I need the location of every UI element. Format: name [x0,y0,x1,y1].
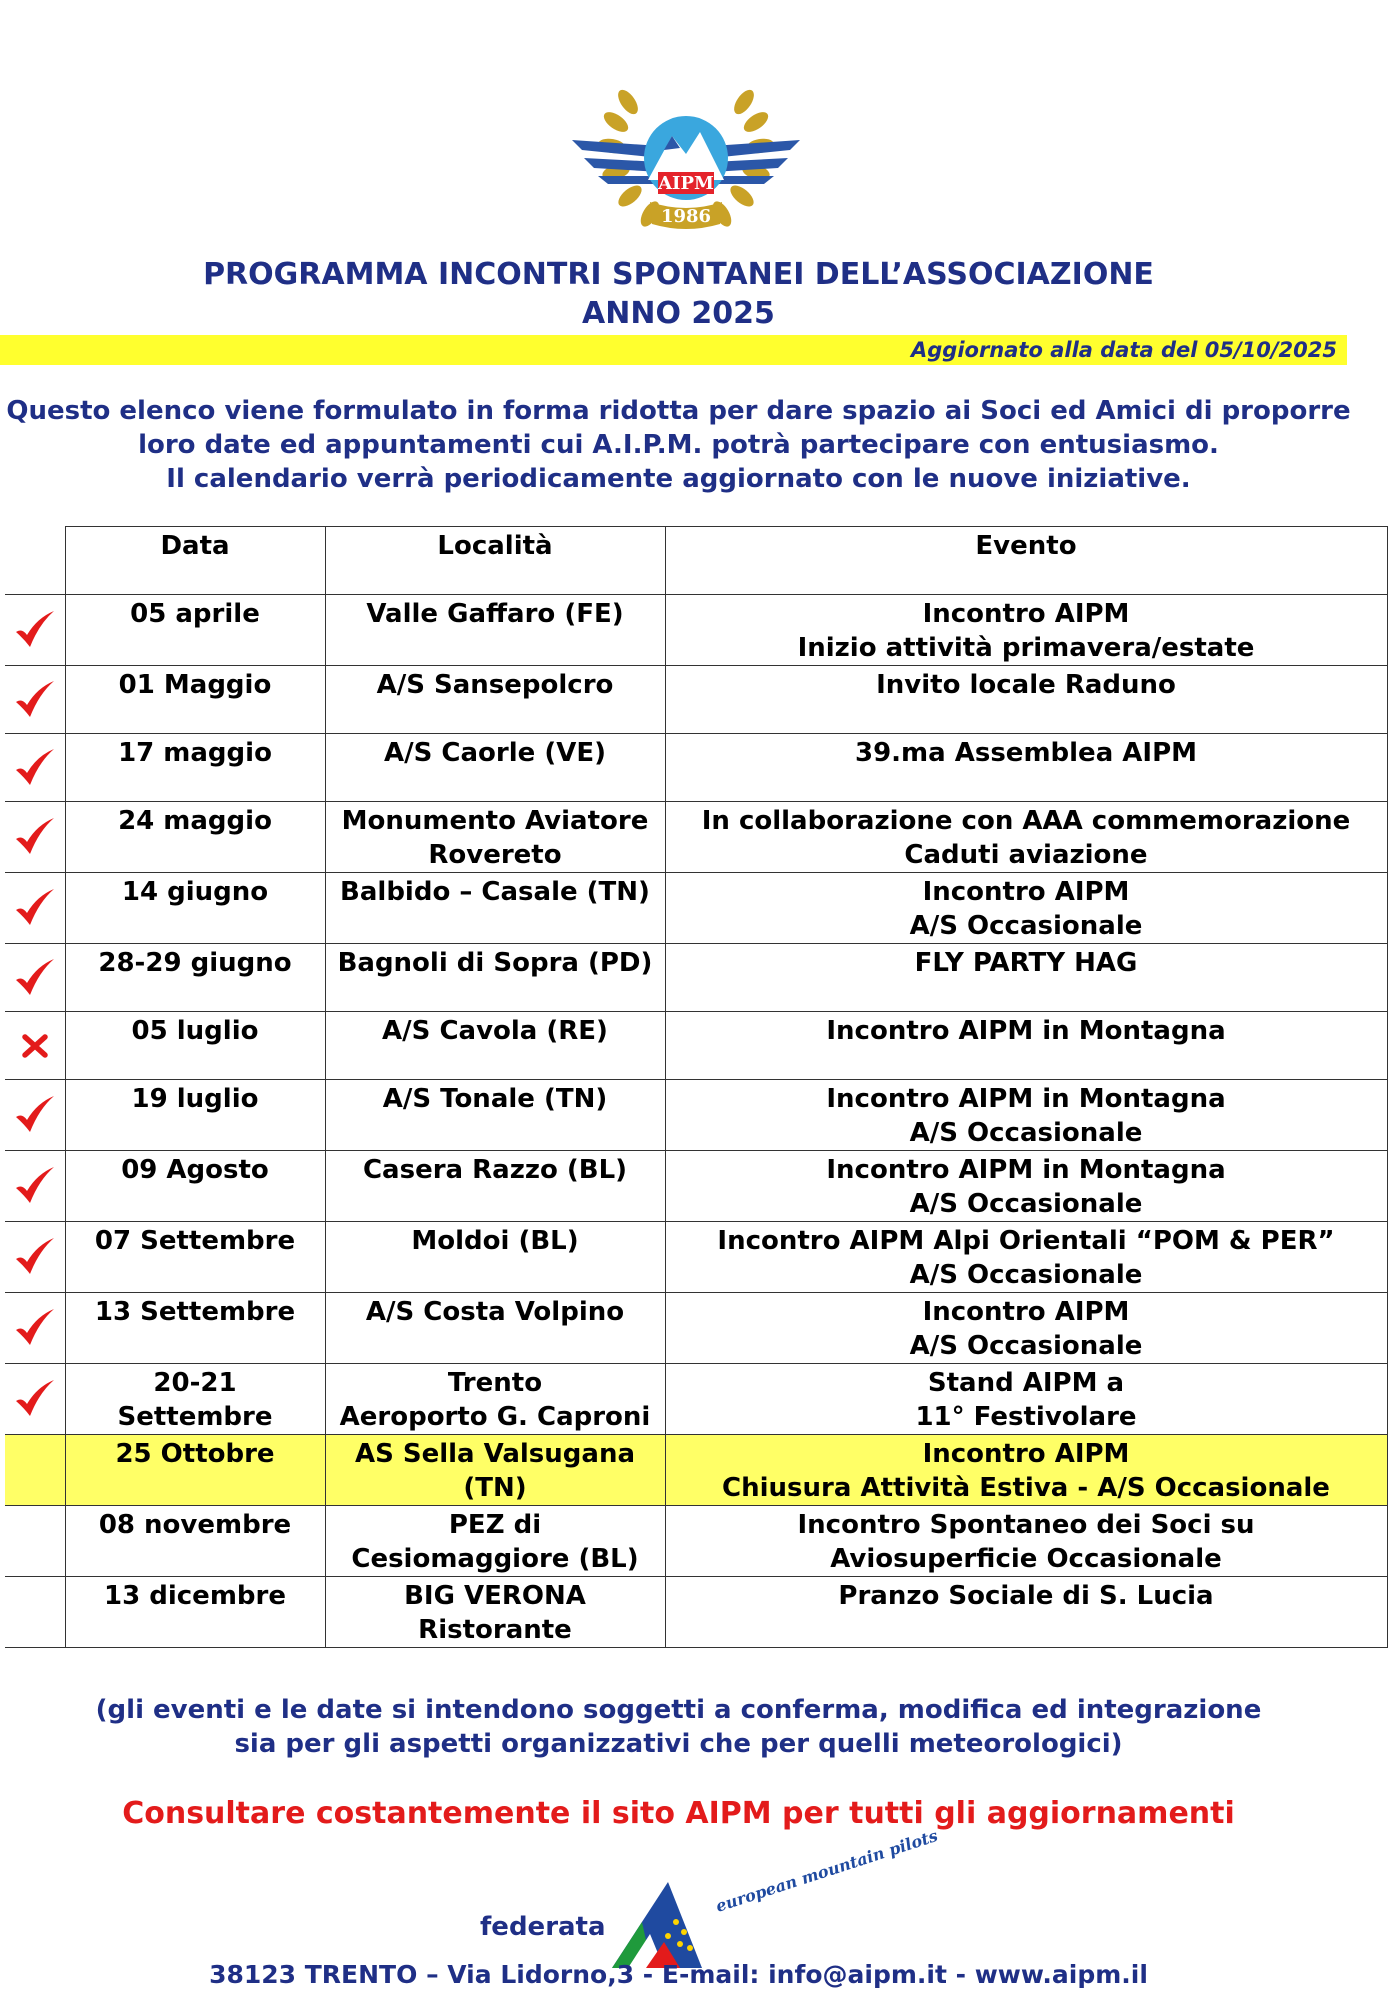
table-row [5,734,1387,802]
event-date [65,1080,325,1151]
svg-text:1986: 1986 [660,206,712,227]
event-date-line: 05 luglio [131,1016,259,1046]
event-description-line: Aviosuperficie Occasionale [830,1544,1222,1574]
event-date-line: 13 Settembre [94,1297,296,1327]
table-row [5,944,1387,1012]
table-row [5,1435,1387,1506]
event-description-line: A/S Occasionale [909,1260,1143,1290]
event-description [665,1293,1387,1364]
table-header-row [5,527,1387,595]
event-date [65,1222,325,1293]
event-description [665,666,1387,734]
event-location [325,1435,665,1506]
event-location-line: A/S Caorle (VE) [384,738,606,768]
event-description-line: Chiusura Attività Estiva - A/S Occasionale [722,1473,1330,1503]
status-empty [5,1506,65,1577]
event-description-line: In collaborazione con AAA commemorazione [701,806,1351,836]
event-date-line: 24 maggio [118,806,272,836]
event-description-line: Incontro AIPM [922,1297,1130,1327]
event-description-line: FLY PARTY HAG [914,948,1138,978]
event-description-line: A/S Occasionale [909,1189,1143,1219]
event-location [325,873,665,944]
event-date-line: 01 Maggio [118,670,272,700]
event-description-line: Stand AIPM a [927,1368,1125,1398]
event-description [665,944,1387,1012]
checkmark-icon [5,734,65,802]
event-description [665,1435,1387,1506]
event-location [325,1222,665,1293]
event-location [325,1577,665,1648]
status-empty [5,1435,65,1506]
status-column-header [5,527,65,595]
event-date-line: 09 Agosto [121,1155,269,1185]
event-date [65,802,325,873]
event-date [65,1506,325,1577]
event-description-line: Caduti aviazione [904,840,1148,870]
cross-icon [5,1012,65,1080]
event-description-line: 11° Festivolare [915,1402,1137,1432]
event-description [665,1222,1387,1293]
event-description [665,1577,1387,1648]
checkmark-icon [5,873,65,944]
event-location-line: A/S Costa Volpino [365,1297,625,1327]
event-description [665,1364,1387,1435]
status-empty [5,1577,65,1648]
checkmark-icon [5,1293,65,1364]
aipm-emblem-icon [568,62,804,240]
events-table-body [5,527,1387,1648]
event-location-line: Ristorante [418,1615,572,1645]
table-row [5,595,1387,666]
event-description-line: Incontro AIPM [922,877,1130,907]
event-description-line: Incontro AIPM in Montagna [826,1155,1226,1185]
event-date-line: 13 dicembre [104,1581,286,1611]
checkmark-icon [5,1080,65,1151]
event-date [65,1151,325,1222]
event-date [65,1293,325,1364]
mountain-pilots-icon [606,1825,941,1976]
event-location [325,1293,665,1364]
event-location-line: BIG VERONA [404,1581,586,1611]
event-location-line: PEZ di [448,1510,542,1540]
event-location [325,944,665,1012]
checkmark-icon [5,666,65,734]
event-description-line: Incontro AIPM in Montagna [826,1084,1226,1114]
event-location [325,1506,665,1577]
event-date [65,1577,325,1648]
event-description-line: Inizio attività primavera/estate [797,633,1255,663]
consult-website-notice: Consultare costantemente il sito AIPM per tutti gli aggiornamenti [122,1796,1235,1831]
event-description-line: A/S Occasionale [909,1118,1143,1148]
event-date-line: 17 maggio [118,738,272,768]
checkmark-icon [5,1222,65,1293]
event-location-line: Trento [447,1368,543,1398]
update-banner [0,335,1347,365]
checkmark-icon [5,1151,65,1222]
event-date-line: 14 giugno [121,877,269,907]
federation-label: federata [480,1912,606,1942]
event-date-line: 25 Ottobre [115,1439,275,1469]
event-description [665,734,1387,802]
event-date-line: 05 aprile [130,599,260,629]
event-location-line: Valle Gaffaro (FE) [366,599,624,629]
svg-text:AIPM: AIPM [658,173,714,194]
event-date-line: 28-29 giugno [98,948,292,978]
event-description-line: Incontro AIPM in Montagna [826,1016,1226,1046]
event-location-line: Bagnoli di Sopra (PD) [337,948,653,978]
event-location-line: Aeroporto G. Caproni [339,1402,651,1432]
aipm-logo [568,62,804,240]
event-location [325,1151,665,1222]
intro-line: loro date ed appuntamenti cui A.I.P.M. potrà partecipare con entusiasmo. [138,430,1219,460]
event-location [325,595,665,666]
event-date [65,1435,325,1506]
event-date-line: Settembre [117,1402,273,1432]
footer-address: 38123 TRENTO – Via Lidorno,3 - E-mail: info@aipm.it - www.aipm.il [209,1960,1148,1989]
event-location-line: A/S Cavola (RE) [382,1016,608,1046]
event-location-line: Balbido – Casale (TN) [340,877,650,907]
svg-text:european mountain pilots: european mountain pilots [713,1825,941,1916]
event-description [665,873,1387,944]
checkmark-icon [5,802,65,873]
event-location-line: AS Sella Valsugana [354,1439,636,1469]
checkmark-icon [5,595,65,666]
event-description-line: Incontro AIPM [922,1439,1130,1469]
event-location-line: A/S Sansepolcro [376,670,614,700]
event-location-line: Casera Razzo (BL) [362,1155,628,1185]
table-row [5,1364,1387,1435]
event-location [325,1080,665,1151]
event-description [665,1080,1387,1151]
event-location-line: Rovereto [428,840,562,870]
event-location [325,666,665,734]
event-date-line: 19 luglio [131,1084,259,1114]
table-row [5,1151,1387,1222]
header-date: Data [65,527,325,595]
event-description-line: Incontro AIPM Alpi Orientali “POM & PER” [717,1226,1335,1256]
event-date-line: 20-21 [153,1368,237,1398]
page-title: PROGRAMMA INCONTRI SPONTANEI DELL’ASSOCIAZIONE [203,257,1154,292]
table-row [5,1080,1387,1151]
checkmark-icon [5,944,65,1012]
event-date [65,1364,325,1435]
table-row [5,1506,1387,1577]
event-description-line: A/S Occasionale [909,1331,1143,1361]
event-date [65,873,325,944]
intro-line: Questo elenco viene formulato in forma ridotta per dare spazio ai Soci ed Amici di proporre [6,396,1351,426]
event-location [325,734,665,802]
event-location [325,1364,665,1435]
event-description-line: Invito locale Raduno [876,670,1176,700]
event-description-line: Pranzo Sociale di S. Lucia [838,1581,1214,1611]
table-row [5,1222,1387,1293]
table-row [5,1293,1387,1364]
event-description-line: 39.ma Assemblea AIPM [854,738,1198,768]
event-date [65,666,325,734]
event-date [65,734,325,802]
table-row [5,666,1387,734]
table-row [5,1577,1387,1648]
disclaimer-line: sia per gli aspetti organizzativi che per quelli meteorologici) [234,1729,1123,1759]
event-location-line: A/S Tonale (TN) [382,1084,608,1114]
event-description [665,802,1387,873]
intro-line: Il calendario verrà periodicamente aggiornato con le nuove iniziative. [166,464,1191,494]
checkmark-icon [5,1364,65,1435]
event-date-line: 08 novembre [98,1510,292,1540]
table-row [5,802,1387,873]
event-location [325,1012,665,1080]
event-description [665,1151,1387,1222]
event-location-line: Monumento Aviatore [341,806,649,836]
event-description-line: Incontro AIPM [922,599,1130,629]
event-description-line: A/S Occasionale [909,911,1143,941]
event-location [325,802,665,873]
intro-text [0,394,1357,496]
event-description [665,1012,1387,1080]
event-date [65,944,325,1012]
updated-date: Aggiornato alla data del 05/10/2025 [911,338,1337,362]
event-description [665,1506,1387,1577]
events-table [5,526,1388,1648]
event-location-line: (TN) [463,1473,527,1503]
disclaimer-line: (gli eventi e le date si intendono soggetti a conferma, modifica ed integrazione [95,1695,1262,1725]
event-location-line: Cesiomaggiore (BL) [351,1544,639,1574]
header-location: Località [325,527,665,595]
event-date [65,1012,325,1080]
event-location-line: Moldoi (BL) [411,1226,579,1256]
event-description-line: Incontro Spontaneo dei Soci su [797,1510,1255,1540]
header-event: Evento [665,527,1387,595]
event-date [65,595,325,666]
table-row [5,873,1387,944]
event-description [665,595,1387,666]
table-row [5,1012,1387,1080]
page-subtitle-year: ANNO 2025 [582,296,775,331]
event-date-line: 07 Settembre [94,1226,296,1256]
european-mountain-pilots-logo [606,1825,941,1976]
